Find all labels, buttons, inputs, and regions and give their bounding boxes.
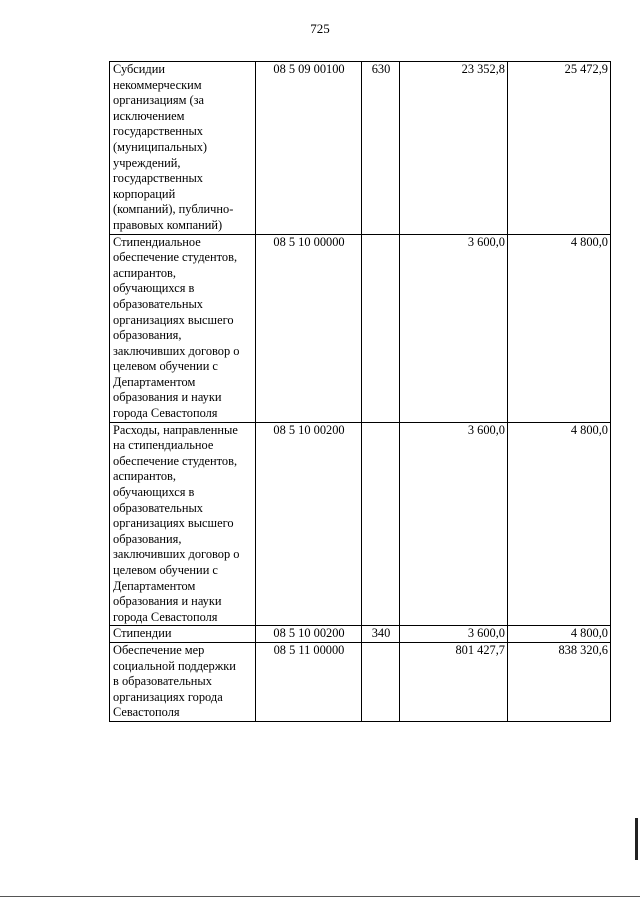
row-value-2-cell: 838 320,6: [508, 642, 611, 721]
row-value-2-cell: 25 472,9: [508, 62, 611, 235]
row-value-2-cell: 4 800,0: [508, 626, 611, 643]
row-code-cell: 08 5 11 00000: [256, 642, 362, 721]
row-type-cell: [362, 234, 400, 422]
row-type-cell: 630: [362, 62, 400, 235]
row-type-cell: [362, 642, 400, 721]
row-value-1-cell: 3 600,0: [400, 422, 508, 626]
row-name-cell: Стипендиальное обеспечение студентов, аспирантов, обучающихся в образовательных организациях высшего образования, заключивших договор о целевом обучении с Департаментом образования и науки города Севастополя: [110, 234, 256, 422]
row-value-2-cell: 4 800,0: [508, 234, 611, 422]
table-row: [110, 62, 611, 235]
row-value-2-cell: 4 800,0: [508, 422, 611, 626]
table-row: [110, 234, 611, 422]
page-number: 725: [310, 21, 330, 36]
row-name-cell: Обеспечение мер социальной поддержки в образовательных организациях города Севастополя: [110, 642, 256, 721]
table-row: [110, 626, 611, 643]
budget-table: [109, 61, 611, 722]
row-name-cell: Расходы, направленные на стипендиальное обеспечение студентов, аспирантов, обучающихся в образовательных организациях высшего образования, заключивших договор о целевом обучении с Департаментом образования и науки города Севастополя: [110, 422, 256, 626]
row-code-cell: 08 5 10 00000: [256, 234, 362, 422]
row-name-cell: Субсидии некоммерческим организациям (за исключением государственных (муниципальных) учреждений, государственных корпораций (компаний), публично- правовых компаний): [110, 62, 256, 235]
row-value-1-cell: 3 600,0: [400, 234, 508, 422]
table-row: [110, 642, 611, 721]
row-code-cell: 08 5 10 00200: [256, 422, 362, 626]
row-type-cell: 340: [362, 626, 400, 643]
scan-edge-mark: [635, 818, 638, 860]
row-value-1-cell: 23 352,8: [400, 62, 508, 235]
row-value-1-cell: 3 600,0: [400, 626, 508, 643]
row-type-cell: [362, 422, 400, 626]
table-row: [110, 422, 611, 626]
scan-bottom-line: [0, 896, 640, 897]
row-code-cell: 08 5 10 00200: [256, 626, 362, 643]
row-code-cell: 08 5 09 00100: [256, 62, 362, 235]
row-name-cell: Стипендии: [110, 626, 256, 643]
row-value-1-cell: 801 427,7: [400, 642, 508, 721]
